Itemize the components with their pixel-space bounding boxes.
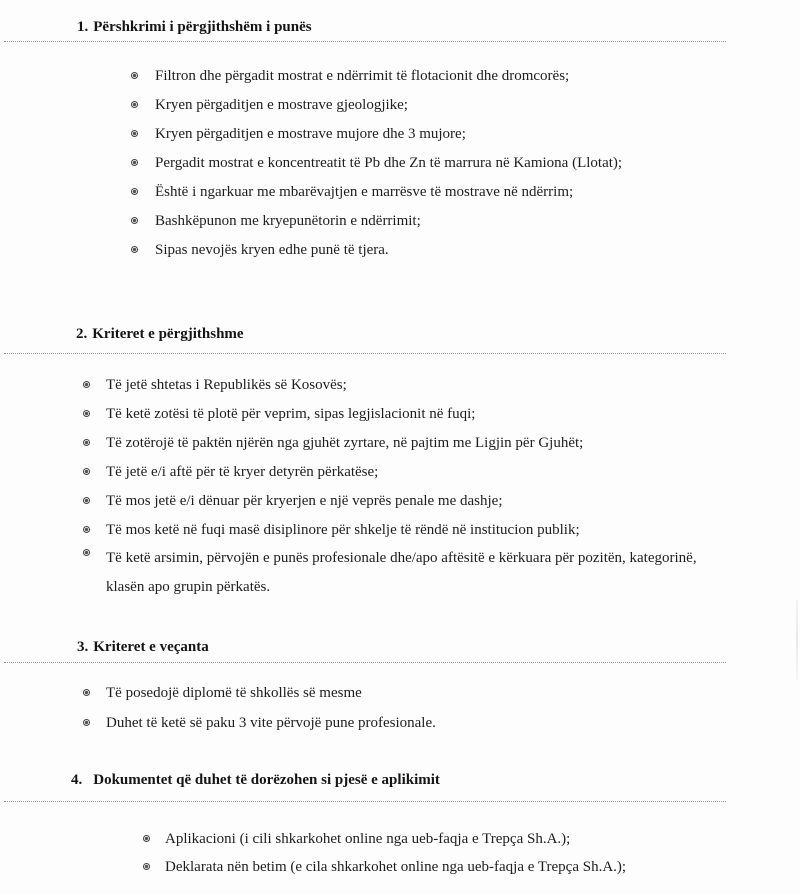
list-item xyxy=(133,241,622,270)
section-title: Përshkrimi i përgjithshëm i punës xyxy=(93,19,312,35)
list-item xyxy=(84,463,704,492)
list-item-text: Është i ngarkuar me mbarëvajtjen e marrësve të mostrave në ndërrim; xyxy=(155,184,574,200)
list-item-text: Aplikacioni (i cili shkarkohet online nga ueb-faqja e Trepça Sh.A.); xyxy=(165,831,571,847)
bullet-icon xyxy=(83,526,90,533)
section-heading xyxy=(77,19,312,36)
list-item-text: Të ketë arsimin, përvojën e punës profesionale dhe/apo aftësitë e kërkuara për pozitën, kategorinë, klasën apo grupin përkatës. xyxy=(106,550,697,595)
list-item-text: Kryen përgaditjen e mostrave gjeologjike; xyxy=(155,97,408,113)
bullet-icon xyxy=(143,835,150,842)
bullet-icon xyxy=(83,497,90,504)
bullet-icon xyxy=(83,439,90,446)
list-item xyxy=(143,830,626,858)
list-item xyxy=(133,125,622,154)
list-item xyxy=(133,67,622,96)
list-item-text: Kryen përgaditjen e mostrave mujore dhe 3 mujore; xyxy=(155,126,466,142)
list-item-text: Të ketë zotësi të plotë për veprim, sipas legjislacionit në fuqi; xyxy=(106,406,476,422)
list-item-text: Bashkëpunon me kryepunëtorin e ndërrimit; xyxy=(155,213,421,229)
section-title: Dokumentet që duhet të dorëzohen si pjesë e aplikimit xyxy=(93,772,440,788)
bullet-list xyxy=(143,830,626,886)
section-heading xyxy=(77,639,209,656)
list-item-text: Pergadit mostrat e koncentreatit të Pb dhe Zn të marrura në Kamiona (Llotat); xyxy=(155,155,623,171)
bullet-list xyxy=(83,684,436,744)
list-item-text: Të jetë shtetas i Republikës së Kosovës; xyxy=(106,377,347,393)
section-divider xyxy=(4,41,726,42)
section-title: Kriteret e veçanta xyxy=(93,639,209,655)
list-item xyxy=(143,858,626,886)
bullet-icon xyxy=(83,549,90,556)
list-item xyxy=(84,492,704,521)
list-item xyxy=(84,544,704,602)
list-item xyxy=(133,183,622,212)
bullet-icon xyxy=(131,159,138,166)
list-item-text: Të jetë e/i aftë për të kryer detyrën përkatëse; xyxy=(106,464,379,480)
list-item-text: Të mos ketë në fuqi masë disiplinore për shkelje të rëndë në institucion publik; xyxy=(106,522,580,538)
section-divider xyxy=(4,801,726,802)
bullet-icon xyxy=(143,863,150,870)
list-item xyxy=(133,212,622,241)
bullet-icon xyxy=(83,719,90,726)
list-item-text: Të zotërojë të paktën njërën nga gjuhët zyrtare, në pajtim me Ligjin për Gjuhët; xyxy=(106,435,584,451)
bullet-icon xyxy=(131,188,138,195)
bullet-list xyxy=(133,67,622,270)
bullet-icon xyxy=(131,217,138,224)
list-item xyxy=(84,376,704,405)
bullet-icon xyxy=(131,246,138,253)
section-heading xyxy=(76,326,244,343)
section-number: 4. xyxy=(71,772,83,788)
list-item xyxy=(84,434,704,463)
bullet-icon xyxy=(83,381,90,388)
list-item-text: Të posedojë diplomë të shkollës së mesme xyxy=(106,685,362,701)
bullet-list xyxy=(84,376,704,602)
list-item xyxy=(83,714,436,744)
bullet-icon xyxy=(83,689,90,696)
bullet-icon xyxy=(83,468,90,475)
list-item xyxy=(83,684,436,714)
list-item-text: Të mos jetë e/i dënuar për kryerjen e një veprës penale me dashje; xyxy=(106,493,503,509)
list-item-text: Duhet të ketë së paku 3 vite përvojë pune profesionale. xyxy=(106,715,436,731)
bullet-icon xyxy=(83,410,90,417)
list-item xyxy=(133,154,622,183)
bullet-icon xyxy=(131,101,138,108)
list-item xyxy=(133,96,622,125)
section-number: 2. xyxy=(76,326,88,342)
list-item-text: Filtron dhe përgadit mostrat e ndërrimit të flotacionit dhe dromcorës; xyxy=(155,68,570,84)
section-number: 1. xyxy=(77,19,89,35)
section-title: Kriteret e përgjithshme xyxy=(92,326,244,342)
list-item xyxy=(84,405,704,434)
section-divider xyxy=(4,353,726,354)
scan-edge-artifact xyxy=(796,600,798,680)
section-divider xyxy=(4,662,726,663)
section-heading xyxy=(71,772,440,789)
list-item-text: Deklarata nën betim (e cila shkarkohet online nga ueb-faqja e Trepça Sh.A.); xyxy=(165,859,627,875)
bullet-icon xyxy=(131,72,138,79)
bullet-icon xyxy=(131,130,138,137)
list-item-text: Sipas nevojës kryen edhe punë të tjera. xyxy=(155,242,389,258)
section-number: 3. xyxy=(77,639,89,655)
